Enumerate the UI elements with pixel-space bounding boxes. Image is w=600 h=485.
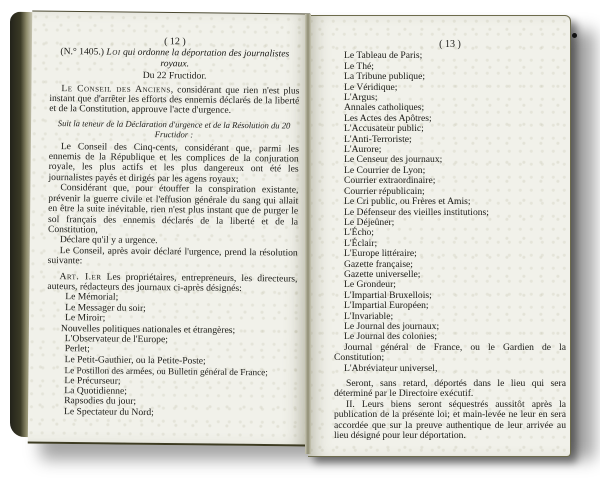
book-gutter [305,14,311,454]
journal-item: Le Censeur des journaux; [344,154,443,166]
journal-item: Le Thé; [344,60,374,72]
journal-item: L'Accusateur public; [344,123,424,135]
seront-paragraph: Seront, sans retard, déportés dans le lieu qui sera déterminé par le Directoire exécutif. [334,378,566,400]
journal-item: L'Éclair; [344,237,378,249]
journal-item: Le Courrier de Lyon; [344,164,426,176]
journal-item: Le Postillon des armées, ou Bulletin général de France; [64,365,268,378]
journal-item: Rapsodies du jour; [64,395,137,408]
journal-item: L'Écho; [344,227,374,239]
anciens-text: , considérant que rien n'est plus instant que d'arrêter les efforts des ennemis déclarés de la liberté et de la Constitution, approuve l'acte d'urgence. [49,83,300,117]
law-title [50,47,300,70]
journal-item: L'Observateur de l'Europe; [64,333,168,346]
journal-item: Courrier extraordinaire; [344,175,436,187]
journal-item: Perlet; [64,343,90,355]
journal-item: Le Journal des colonies; [344,331,437,343]
binding-hole-icon [572,33,577,38]
paragraph-3: Déclare qu'il y a urgence. [59,234,158,247]
journal-item: Les Actes des Apôtres; [344,112,432,124]
journal-item: Gazette universelle; [344,268,421,280]
suit-heading: Suit la teneur de la Déclaration d'urgence et de la Résolution du 20 Fructidor : [57,117,291,140]
journal-item: L'Aurore; [344,144,382,156]
left-page-number: ( 12 ) [164,36,186,48]
journal-item: Le Journal des journaux; [344,320,440,332]
law-date: Du 22 Fructidor. [142,70,207,82]
journal-item: Le Spectateur du Nord; [64,405,154,418]
article-1-text: Les propriétaires, entrepreneurs, les directeurs, auteurs, rédacteurs des journaux ci-après désignés: [47,271,298,294]
journal-item: L'Europe littéraire; [344,248,417,260]
journal-item: Le Véridique; [344,81,398,93]
journal-item: Le Cri public, ou Frères et Amis; [344,196,471,208]
journal-item: Le Précurseur; [64,374,121,387]
journal-item: Le Miroir; [64,312,106,324]
journal-item: Annales catholiques; [344,102,425,114]
journal-item: Le Tableau de Paris; [344,50,423,62]
journal-item: L'Impartial Européen; [344,300,429,312]
law-number: (N.° 1405.) [60,46,105,58]
journal-item: Le Grondeur; [344,279,396,291]
article-1-label: Art. I.er [59,270,102,283]
paragraph-4: Le Conseil, après avoir déclaré l'urgence, prend la résolution suivante: [47,244,298,267]
paragraph-2: Considérant que, pour étouffer la conspiration existante, prévenir la guerre civile et l'effusion générale du sang qui allait en être la suite inévitable, rien n'est plus instant que de purger le sol français des ennemis déclarés de la liberté et de la Constitution, [47,182,299,236]
journal-item: L'Invariable; [344,310,394,322]
article-2: II. Leurs biens seront séquestrés aussitôt après la publication de la présente loi; et main-levée ne leur en sera accordée que sur la preuve authentique de leur arrivée au lieu désigné pour leur déportation. [334,398,566,442]
journal-item: Le Mémorial; [65,291,119,304]
journal-item: Nouvelles politiques nationales et étrangères; [60,322,236,336]
journal-item: L'Impartial Bruxellois; [344,289,432,301]
law-title-loi: Loi [106,46,121,59]
journal-item: Courrier républicain; [344,185,425,197]
journal-item: L'Abréviateur universel, [344,362,438,374]
journal-item: L'Anti-Terroriste; [344,133,412,145]
journal-item: Gazette française; [344,258,413,270]
law-title-rest: qui ordonne la déportation des journalistes royaux. [122,47,290,70]
journal-general: Journal général de France, ou le Gardien de la Constitution; [334,341,566,364]
right-page-text [334,40,566,441]
journal-item: La Quotidienne; [64,385,127,397]
journal-item: Le Messager du soir; [65,301,146,314]
journal-item: Le Déjeûner; [344,216,395,228]
left-page-text [46,36,300,420]
journal-item: Le Défenseur des vieilles institutions; [344,206,489,218]
right-page-number: ( 13 ) [439,39,461,50]
journal-item: Le Petit-Gauthier, ou la Petite-Poste; [64,353,206,367]
journal-item: L'Argus; [344,92,378,104]
anciens-paragraph [49,84,299,118]
paragraph-1: Le Conseil des Cinq-cents, considérant que, parmi les ennemis de la République et les complices de la conjuration royale, les plus actifs et les plus dangereux ont été les journalistes payés et dirigés par les agens royaux; [48,140,299,185]
journal-item: La Tribune publique; [344,71,426,83]
anciens-lead: Le Conseil des Anciens [61,82,171,95]
